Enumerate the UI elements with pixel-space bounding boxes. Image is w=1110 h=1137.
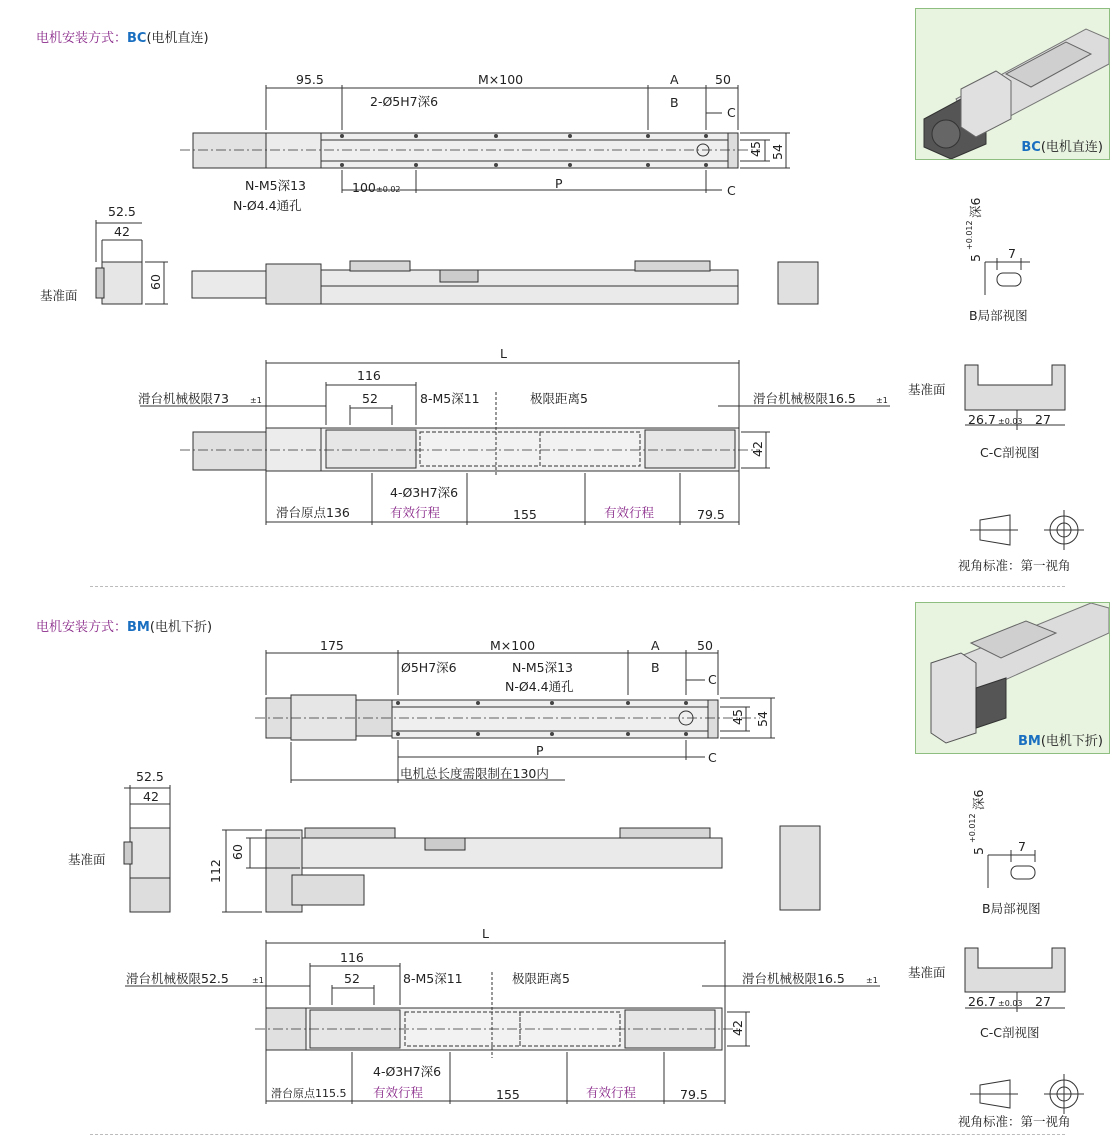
dim-112: 112 — [208, 859, 223, 883]
label-b: B — [670, 95, 679, 110]
side-view-bc — [192, 261, 818, 304]
dim-79-5-bm: 79.5 — [680, 1087, 708, 1102]
ref-surface-label-bm: 基准面 — [68, 852, 106, 867]
label-stroke-2-bm: 有效行程 — [586, 1085, 637, 1100]
dim-155: 155 — [513, 507, 537, 522]
cc-dim-26-7-2: 26.7 — [968, 994, 996, 1009]
detail-b-depth-label-2: 深6 — [971, 789, 986, 810]
label-left-limit: 滑台机械极限73 — [138, 391, 229, 406]
detail-b-tol: +0.012 — [965, 220, 974, 250]
dim-l: L — [500, 346, 507, 361]
label-4-hole-bm: 4-Ø3H7深6 — [373, 1064, 442, 1079]
photo-code-bm: BM — [1017, 734, 1041, 749]
label-right-tol-bm: ±1 — [866, 976, 878, 985]
label-left-tol: ±1 — [250, 396, 262, 405]
title-suffix-bm: (电机下折) — [149, 620, 213, 635]
detail-b-depth-label: 深6 — [968, 197, 983, 218]
side-view-bm — [222, 826, 820, 912]
label-origin-bm: 滑台原点115.5 — [271, 1087, 347, 1100]
cc-dim-tol-2: ±0.03 — [998, 999, 1023, 1008]
title-suffix: (电机直连) — [146, 31, 209, 46]
dim-54-bm: 54 — [755, 711, 770, 727]
label-limit-5-bm: 极限距离5 — [512, 971, 570, 986]
label-n44-bm: N-Ø4.4通孔 — [505, 679, 574, 694]
projection-caption-2: 视角标准：第一视角 — [958, 1114, 1071, 1129]
dim-mx100-2: M×100 — [490, 638, 536, 653]
dim-l-bm: L — [482, 926, 489, 941]
dim-116-bm: 116 — [340, 950, 364, 965]
motor-code-bm: BM — [127, 620, 150, 635]
dim-42-bottom: 42 — [750, 441, 765, 457]
projection-symbol-1 — [970, 510, 1084, 550]
end-view-bm — [124, 785, 170, 912]
detail-b-1 — [985, 258, 1030, 295]
dim-a-2: A — [651, 638, 660, 653]
detail-b-depth-2: 5 — [971, 847, 986, 855]
label-c-top: C — [727, 105, 736, 120]
title-prefix: 电机安装方式： — [36, 31, 128, 46]
dim-45: 45 — [748, 141, 763, 157]
dim-52-5: 52.5 — [108, 204, 136, 219]
detail-b-caption: B局部视图 — [969, 308, 1028, 323]
dim-60-bm: 60 — [230, 844, 245, 860]
detail-b-width: 7 — [1008, 246, 1016, 261]
label-stroke-1-bm: 有效行程 — [373, 1085, 424, 1100]
dim-54: 54 — [770, 144, 785, 160]
label-left-limit-bm: 滑台机械极限52.5 — [126, 971, 229, 986]
dim-50: 50 — [715, 72, 731, 87]
dim-52-bm: 52 — [344, 971, 360, 986]
label-c-bm-bottom: C — [708, 750, 717, 765]
cc-dim-27-2: 27 — [1035, 994, 1051, 1009]
motor-code: BC — [127, 31, 147, 46]
label-origin: 滑台原点136 — [276, 505, 350, 520]
label-stroke-2: 有效行程 — [604, 505, 655, 520]
section-divider-2 — [90, 1134, 1065, 1135]
dim-p: P — [555, 176, 563, 191]
photo-caption-bm — [1018, 730, 1103, 749]
cc-dim-tol: ±0.03 — [998, 417, 1023, 426]
top-view-bc — [180, 85, 790, 193]
dim-p-bm: P — [536, 743, 544, 758]
projection-caption-1: 视角标准：第一视角 — [958, 558, 1071, 573]
label-c-bm-top: C — [708, 672, 717, 687]
label-right-limit: 滑台机械极限16.5 — [753, 391, 856, 406]
photo-suffix: (电机直连) — [1040, 140, 1103, 155]
label-b-bm: B — [651, 660, 660, 675]
section-divider-1 — [90, 586, 1065, 587]
cc-ref-label: 基准面 — [908, 382, 946, 397]
detail-b-depth: 5 — [968, 254, 983, 262]
label-left-tol-bm: ±1 — [252, 976, 264, 985]
dim-42-bm: 42 — [143, 789, 159, 804]
detail-b-caption-2: B局部视图 — [982, 901, 1041, 916]
dim-116: 116 — [357, 368, 381, 383]
dim-79-5: 79.5 — [697, 507, 725, 522]
photo-code: BC — [1021, 140, 1041, 155]
dim-52-5-bm: 52.5 — [136, 769, 164, 784]
label-motor-length: 电机总长度需限制在130内 — [400, 766, 549, 781]
title-prefix-bm: 电机安装方式： — [36, 620, 128, 635]
label-nm5: N-M5深13 — [245, 178, 307, 193]
label-hole-bm: Ø5H7深6 — [401, 660, 457, 675]
dim-mx100: M×100 — [478, 72, 524, 87]
ref-surface-label: 基准面 — [40, 288, 78, 303]
projection-symbol-2 — [970, 1074, 1084, 1114]
label-limit-5: 极限距离5 — [530, 391, 588, 406]
label-4-hole: 4-Ø3H7深6 — [390, 485, 459, 500]
cc-caption-2: C-C剖视图 — [980, 1025, 1040, 1040]
dim-52: 52 — [362, 391, 378, 406]
dim-50-2: 50 — [697, 638, 713, 653]
label-nm5-bm: N-M5深13 — [512, 660, 574, 675]
bottom-view-bc — [140, 360, 890, 525]
end-view-bc — [96, 220, 168, 304]
dim-95-5: 95.5 — [296, 72, 324, 87]
photo-suffix-bm: (电机下折) — [1040, 734, 1103, 749]
dim-100: 100 — [352, 180, 376, 195]
detail-b-width-2: 7 — [1018, 839, 1026, 854]
label-8-m5-bm: 8-M5深11 — [403, 971, 463, 986]
label-8-m5: 8-M5深11 — [420, 391, 480, 406]
dim-45-bm: 45 — [730, 709, 745, 725]
dim-a: A — [670, 72, 679, 87]
cc-ref-label-2: 基准面 — [908, 965, 946, 980]
label-right-limit-bm: 滑台机械极限16.5 — [742, 971, 845, 986]
cc-dim-27: 27 — [1035, 412, 1051, 427]
product-photo-bm — [915, 602, 1110, 754]
section-title-bm — [36, 616, 212, 635]
dim-42-bottom-bm: 42 — [730, 1020, 745, 1036]
label-c-bottom: C — [727, 183, 736, 198]
label-stroke-1: 有效行程 — [390, 505, 441, 520]
detail-b-tol-2: +0.012 — [968, 813, 977, 843]
dim-155-bm: 155 — [496, 1087, 520, 1102]
dim-100-tol: ±0.02 — [376, 185, 401, 194]
label-right-tol: ±1 — [876, 396, 888, 405]
cc-caption: C-C剖视图 — [980, 445, 1040, 460]
label-hole-2: 2-Ø5H7深6 — [370, 94, 439, 109]
detail-b-2 — [988, 850, 1035, 888]
label-n44: N-Ø4.4通孔 — [233, 198, 302, 213]
dim-175: 175 — [320, 638, 344, 653]
dim-42: 42 — [114, 224, 130, 239]
bottom-view-bm — [125, 940, 880, 1104]
cc-dim-26-7: 26.7 — [968, 412, 996, 427]
dim-60: 60 — [148, 274, 163, 290]
